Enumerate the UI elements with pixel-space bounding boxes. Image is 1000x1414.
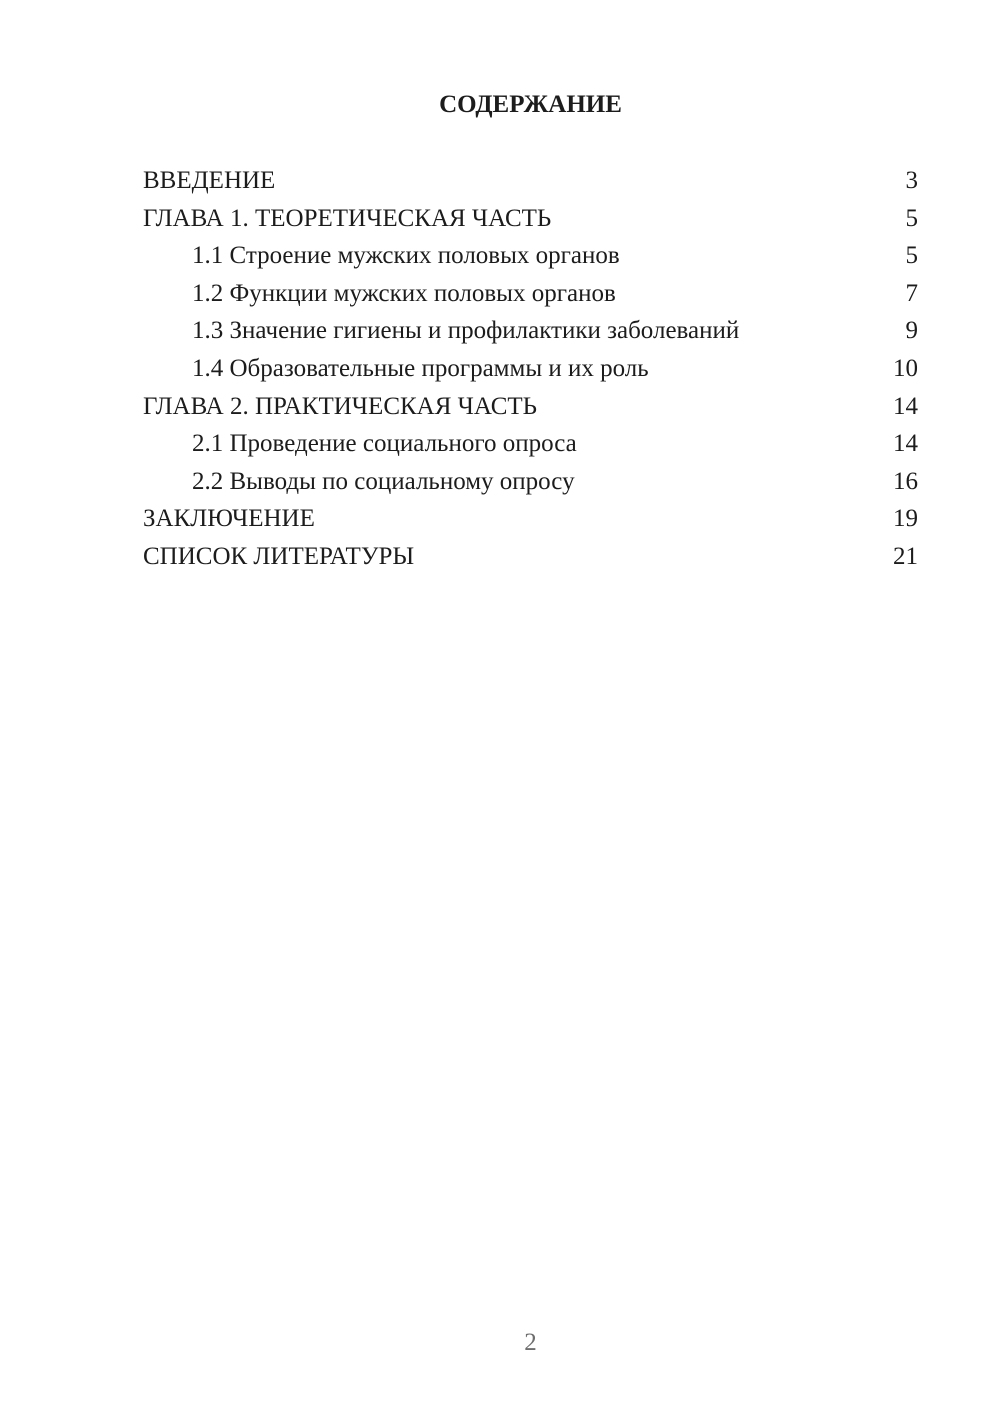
toc-entry-label: 1.2 Функции мужских половых органов: [192, 279, 616, 307]
toc-entry: [143, 237, 918, 275]
toc-entry-page: 9: [905, 317, 918, 345]
toc-entry-page: 16: [893, 467, 918, 495]
table-of-contents: [143, 86, 918, 576]
toc-entry-label: ЗАКЛЮЧЕНИЕ: [143, 505, 315, 533]
toc-entry: [143, 162, 918, 200]
toc-entry-page: 7: [905, 279, 918, 307]
toc-entry-page: 3: [905, 167, 918, 194]
toc-entry-page: 14: [893, 430, 918, 458]
toc-entry-label: ВВЕДЕНИЕ: [143, 167, 276, 194]
toc-entry-page: 10: [893, 354, 918, 382]
toc-entry: [143, 538, 918, 576]
toc-entry-label: 1.1 Строение мужских половых органов: [192, 242, 620, 270]
toc-entry-label: 1.3 Значение гигиены и профилактики заболеваний: [192, 317, 740, 345]
footer-page-number: 2: [524, 1329, 537, 1356]
toc-title: СОДЕРЖАНИЕ: [439, 91, 622, 118]
toc-entry-label: 2.2 Выводы по социальному опросу: [192, 467, 575, 495]
toc-entry-label: 1.4 Образовательные программы и их роль: [192, 354, 649, 382]
toc-entry-label: ГЛАВА 2. ПРАКТИЧЕСКАЯ ЧАСТЬ: [143, 392, 538, 420]
toc-entry-page: 21: [893, 542, 918, 570]
toc-entry: [143, 312, 918, 350]
toc-entry: [143, 425, 918, 463]
toc-entry-page: 19: [893, 505, 918, 533]
toc-entry: [143, 463, 918, 501]
toc-entry: [143, 200, 918, 238]
toc-entry-label: ГЛАВА 1. ТЕОРЕТИЧЕСКАЯ ЧАСТЬ: [143, 204, 552, 232]
toc-entry: [143, 275, 918, 313]
toc-entry-page: 5: [905, 204, 918, 232]
toc-entry: [143, 500, 918, 538]
toc-entry-label: 2.1 Проведение социального опроса: [192, 430, 577, 458]
toc-entry-page: 14: [893, 392, 918, 420]
toc-entry-page: 5: [905, 242, 918, 270]
toc-entry: [143, 350, 918, 388]
toc-entry-label: СПИСОК ЛИТЕРАТУРЫ: [143, 542, 415, 570]
toc-entry: [143, 388, 918, 426]
